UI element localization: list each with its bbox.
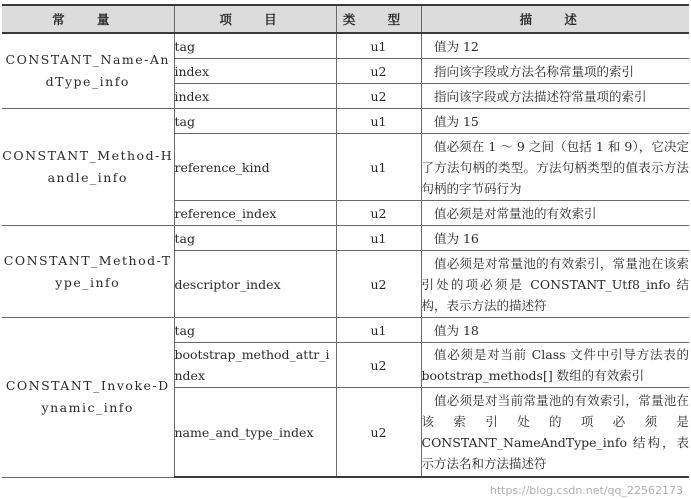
- item-cell: reference_kind: [174, 134, 336, 201]
- item-cell: reference_index: [174, 201, 336, 226]
- table-row: [2, 109, 689, 134]
- description-cell: 值必须是对常量池的有效索引: [421, 201, 689, 226]
- constant-pool-table: [2, 4, 689, 478]
- type-cell: u1: [336, 134, 421, 201]
- type-cell: u1: [336, 226, 421, 251]
- description-cell: 指向该字段或方法名称常量项的索引: [421, 59, 689, 84]
- constant-name-cell: CONSTANT_Method-Handle_info: [2, 109, 174, 226]
- type-cell: u2: [336, 343, 421, 388]
- description-cell: 值为 12: [421, 33, 689, 59]
- description-cell: 指向该字段或方法描述符常量项的索引: [421, 84, 689, 109]
- item-cell: descriptor_index: [174, 251, 336, 318]
- description-cell: 值必须是对常量池的有效索引，常量池在该索引处的项必须是 CONSTANT_Utf8_info 结构，表示方法的描述符: [421, 251, 689, 318]
- header-constant: 常 量: [2, 5, 174, 33]
- description-cell: 值为 18: [421, 318, 689, 343]
- item-cell: index: [174, 84, 336, 109]
- item-cell: tag: [174, 33, 336, 59]
- description-cell: 值必须是对当前 Class 文件中引导方法表的 bootstrap_methods[] 数组的有效索引: [421, 343, 689, 388]
- description-cell: 值必须是对当前常量池的有效索引，常量池在该索引处的项必须是 CONSTANT_NameAndType_info 结构，表示方法名和方法描述符: [421, 388, 689, 478]
- item-cell: tag: [174, 109, 336, 134]
- table-row: [2, 33, 689, 59]
- item-cell: tag: [174, 318, 336, 343]
- type-cell: u2: [336, 84, 421, 109]
- type-cell: u2: [336, 251, 421, 318]
- description-cell: 值必须在 1 ～ 9 之间（包括 1 和 9），它决定了方法句柄的类型。方法句柄类型的值表示方法句柄的字节码行为: [421, 134, 689, 201]
- type-cell: u1: [336, 318, 421, 343]
- item-cell: index: [174, 59, 336, 84]
- item-cell: bootstrap_method_attr_index: [174, 343, 336, 388]
- description-cell: 值为 16: [421, 226, 689, 251]
- item-cell: tag: [174, 226, 336, 251]
- header-type: 类 型: [336, 5, 421, 33]
- watermark-text: https://blog.csdn.net/qq_22562173: [489, 484, 683, 497]
- constant-name-cell: CONSTANT_Name-AndType_info: [2, 33, 174, 109]
- header-item: 项 目: [174, 5, 336, 33]
- table-row: [2, 318, 689, 343]
- table-header-row: [2, 5, 689, 33]
- item-cell: name_and_type_index: [174, 388, 336, 478]
- type-cell: u2: [336, 59, 421, 84]
- header-description: 描 述: [421, 5, 689, 33]
- type-cell: u1: [336, 33, 421, 59]
- constant-name-cell: CONSTANT_Invoke-Dynamic_info: [2, 318, 174, 478]
- constant-name-cell: CONSTANT_Method-Type_info: [2, 226, 174, 318]
- table-row: [2, 226, 689, 251]
- type-cell: u2: [336, 388, 421, 478]
- type-cell: u1: [336, 109, 421, 134]
- description-cell: 值为 15: [421, 109, 689, 134]
- type-cell: u2: [336, 201, 421, 226]
